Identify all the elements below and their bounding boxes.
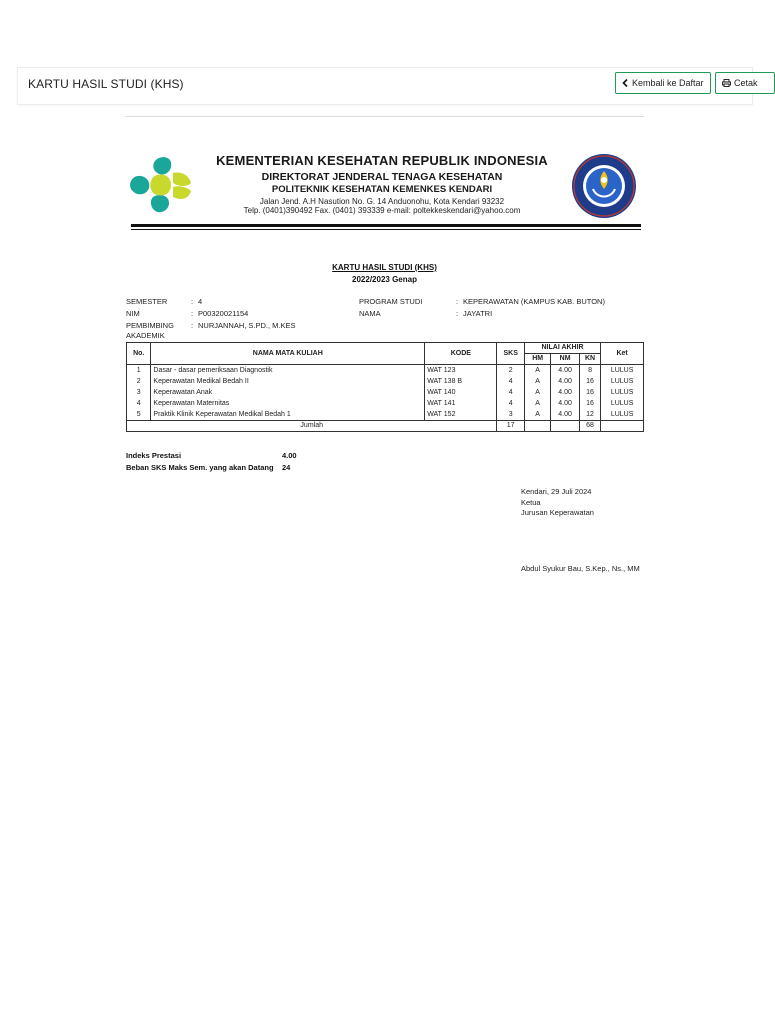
page-title: KARTU HASIL STUDI (KHS) — [28, 77, 184, 91]
cell-course: Keperawatan Medikal Bedah II — [151, 376, 425, 387]
colon: : — [191, 309, 194, 318]
header-kn: KN — [579, 354, 600, 365]
cell-code: WAT 138 B — [425, 376, 497, 387]
printer-icon — [722, 79, 731, 87]
header-course: NAMA MATA KULIAH — [151, 343, 425, 365]
header-nm: NM — [551, 354, 579, 365]
divider — [125, 116, 644, 117]
gpa-label: Indeks Prestasi — [126, 451, 182, 460]
total-sks: 17 — [497, 421, 524, 432]
back-button-label: Kembali ke Daftar — [632, 78, 704, 88]
cell-kn: 8 — [579, 365, 600, 377]
table-row — [127, 376, 644, 387]
cell-no: 1 — [127, 365, 151, 377]
semester-value: 4 — [198, 297, 203, 306]
advisor-value: NURJANNAH, S.PD., M.KES — [198, 321, 296, 330]
cell-ket: LULUS — [601, 387, 644, 398]
print-button-label: Cetak — [734, 78, 758, 88]
total-nm-empty — [551, 421, 579, 432]
colon: : — [191, 321, 194, 330]
signature-place-date: Kendari, 29 Juli 2024 — [521, 487, 592, 496]
signatory-name: Abdul Syukur Bau, S.Kep., Ns., MM — [521, 564, 640, 573]
ministry-name: KEMENTERIAN KESEHATAN REPUBLIK INDONESIA — [216, 153, 548, 168]
cell-code: WAT 141 — [425, 398, 497, 409]
total-ket-empty — [601, 421, 644, 432]
letterhead — [125, 145, 644, 235]
cell-no: 3 — [127, 387, 151, 398]
cell-sks: 3 — [497, 409, 524, 421]
cell-course: Dasar - dasar pemeriksaan Diagnostik — [151, 365, 425, 377]
cell-sks: 4 — [497, 387, 524, 398]
cell-ket: LULUS — [601, 376, 644, 387]
cell-course: Keperawatan Anak — [151, 387, 425, 398]
advisor-label-line1: PEMBIMBING — [126, 321, 174, 330]
header-sks: SKS — [497, 343, 524, 365]
colon: : — [456, 297, 459, 306]
colon: : — [191, 297, 194, 306]
program-label: PROGRAM STUDI — [359, 297, 423, 306]
cell-hm: A — [524, 365, 550, 377]
ministry-logo — [127, 153, 197, 217]
header-hm: HM — [524, 354, 550, 365]
cell-ket: LULUS — [601, 409, 644, 421]
cell-course: Keperawatan Maternitas — [151, 398, 425, 409]
total-kn: 68 — [579, 421, 600, 432]
name-label: NAMA — [359, 309, 381, 318]
total-hm-empty — [524, 421, 550, 432]
cell-nm: 4.00 — [551, 398, 579, 409]
cell-nm: 4.00 — [551, 376, 579, 387]
cell-kn: 16 — [579, 398, 600, 409]
advisor-label-line2: AKADEMIK — [126, 331, 165, 340]
cell-sks: 4 — [497, 398, 524, 409]
cell-nm: 4.00 — [551, 387, 579, 398]
khs-title: KARTU HASIL STUDI (KHS) — [332, 263, 437, 272]
chevron-left-icon — [622, 79, 629, 87]
page-header — [17, 67, 758, 105]
header-code: KODE — [425, 343, 497, 365]
cell-code: WAT 140 — [425, 387, 497, 398]
cell-ket: LULUS — [601, 365, 644, 377]
student-info-right — [359, 297, 644, 321]
directorate-name: DIREKTORAT JENDERAL TENAGA KESEHATAN — [261, 171, 503, 183]
cell-hm: A — [524, 409, 550, 421]
institution-name: POLITEKNIK KESEHATAN KEMENKES KENDARI — [271, 184, 493, 195]
gpa-summary — [126, 451, 297, 460]
header-ket: Ket — [601, 343, 644, 365]
semester-label: SEMESTER — [126, 297, 168, 306]
nim-value: P00320021154 — [198, 309, 249, 318]
grades-table — [126, 342, 644, 432]
print-button[interactable] — [715, 72, 775, 94]
table-row — [127, 409, 644, 421]
cell-kn: 12 — [579, 409, 600, 421]
table-row — [127, 365, 644, 377]
table-row — [127, 387, 644, 398]
student-info-left — [126, 297, 346, 343]
cell-sks: 2 — [497, 365, 524, 377]
header-no: No. — [127, 343, 151, 365]
signature-department: Jurusan Keperawatan — [521, 508, 594, 517]
signature-role: Ketua — [521, 498, 541, 507]
academic-period: 2022/2023 Genap — [352, 275, 417, 284]
credit-load-summary — [126, 463, 291, 472]
credit-load-label: Beban SKS Maks Sem. yang akan Datang — [126, 463, 274, 472]
table-row — [127, 398, 644, 409]
document-title — [125, 263, 644, 284]
letterhead-text — [197, 153, 567, 215]
letterhead-rule-thin — [131, 229, 641, 230]
cell-code: WAT 152 — [425, 409, 497, 421]
cell-course: Praktik Klinik Keperawatan Medikal Bedah 1 — [151, 409, 425, 421]
cell-no: 5 — [127, 409, 151, 421]
cell-nm: 4.00 — [551, 365, 579, 377]
institution-address: Jalan Jend. A.H Nasution No. G. 14 Anduonohu, Kota Kendari 93232 — [259, 197, 505, 206]
cell-kn: 16 — [579, 376, 600, 387]
cell-no: 4 — [127, 398, 151, 409]
cell-sks: 4 — [497, 376, 524, 387]
cell-code: WAT 123 — [425, 365, 497, 377]
polytechnic-seal — [571, 153, 637, 219]
total-label: Jumlah — [127, 421, 497, 432]
cell-ket: LULUS — [601, 398, 644, 409]
cell-nm: 4.00 — [551, 409, 579, 421]
cell-hm: A — [524, 376, 550, 387]
program-value: KEPERAWATAN (KAMPUS KAB. BUTON) — [463, 297, 605, 306]
header-final-grade: NILAI AKHIR — [524, 343, 600, 354]
back-to-list-button[interactable] — [615, 72, 711, 94]
colon: : — [456, 309, 459, 318]
institution-contact: Telp. (0401)390492 Fax. (0401) 393339 e-mail: poltekkeskendari@yahoo.com — [243, 206, 521, 215]
cell-hm: A — [524, 398, 550, 409]
nim-label: NIM — [126, 309, 140, 318]
credit-load-value: 24 — [282, 463, 291, 472]
cell-kn: 16 — [579, 387, 600, 398]
name-value: JAYATRI — [463, 309, 493, 318]
letterhead-rule-thick — [131, 224, 641, 227]
gpa-value: 4.00 — [282, 451, 297, 460]
cell-no: 2 — [127, 376, 151, 387]
cell-hm: A — [524, 387, 550, 398]
total-row — [127, 421, 644, 432]
